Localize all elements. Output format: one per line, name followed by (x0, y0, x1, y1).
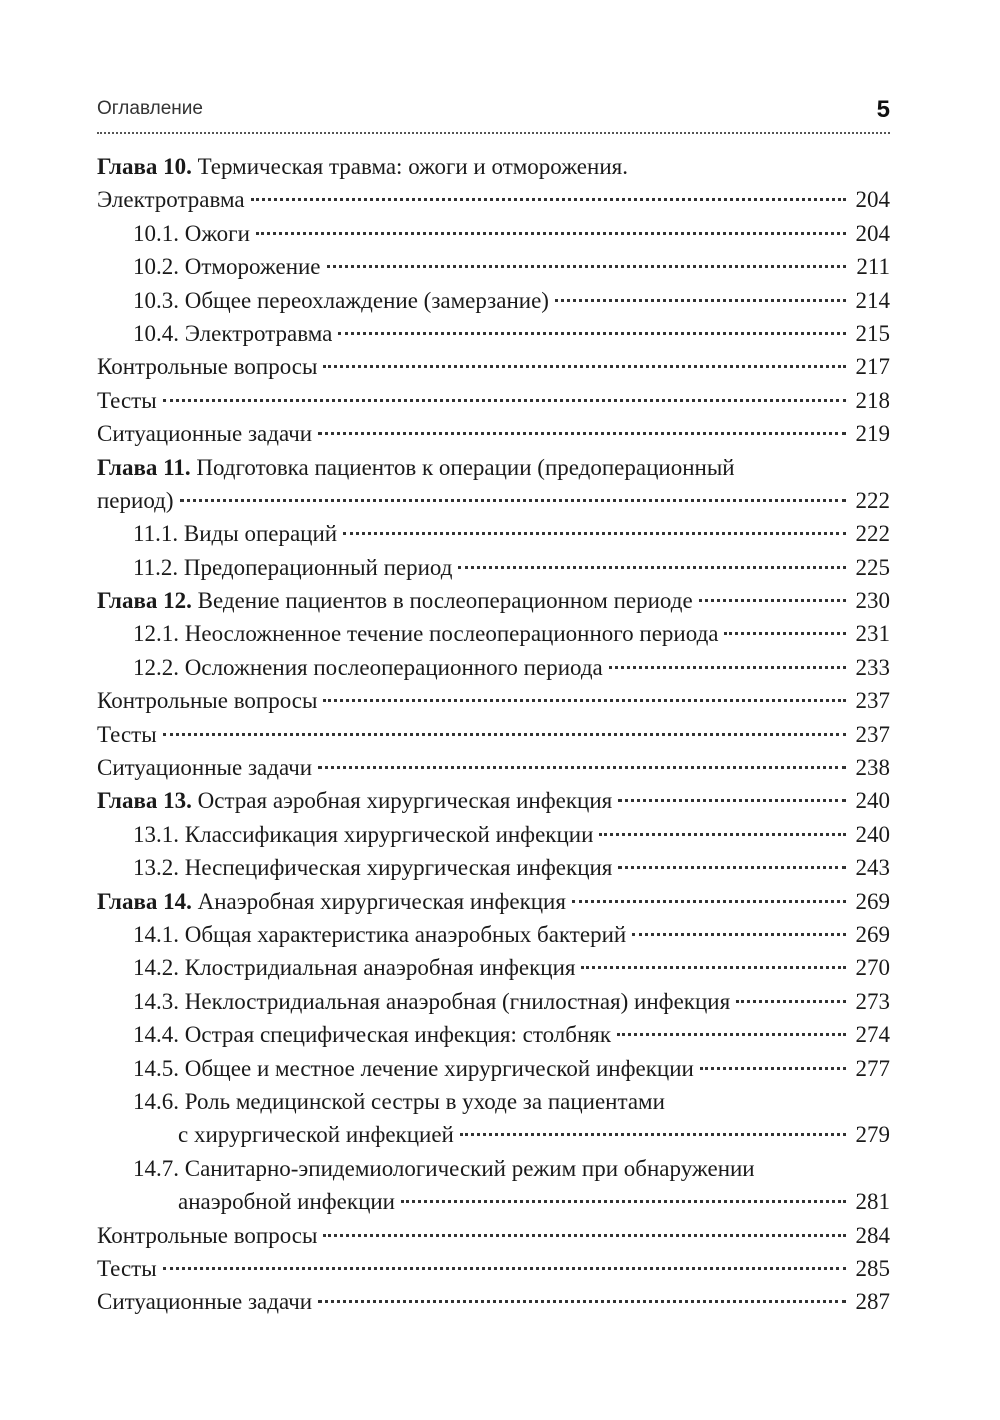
toc-page-number: 277 (855, 1055, 890, 1081)
page-number: 5 (876, 96, 890, 123)
dot-leader (618, 866, 846, 869)
toc-chapter-heading (97, 451, 890, 484)
toc-page-number: 243 (855, 855, 890, 881)
toc-entry-title: 13.1. Классификация хирургической инфекции (133, 821, 594, 847)
toc-page-number: 269 (855, 888, 890, 914)
toc-page-number: 204 (855, 187, 890, 213)
dot-leader (256, 232, 846, 235)
toc-entry (97, 751, 890, 784)
toc-page-number: 222 (855, 521, 890, 547)
toc-page-number: 240 (855, 788, 890, 814)
dot-leader (460, 1133, 846, 1136)
dot-leader (180, 499, 846, 502)
dot-leader (318, 766, 846, 769)
toc-page-number: 219 (855, 421, 890, 447)
toc-page-number: 270 (855, 955, 890, 981)
toc-entry-title: Контрольные вопросы (97, 1222, 318, 1248)
chapter-label: Глава 10. (97, 154, 192, 179)
toc-entry (97, 951, 890, 984)
toc-entry-title: Ситуационные задачи (97, 755, 313, 781)
toc-entry-title: Тесты (97, 721, 157, 747)
dot-leader (699, 599, 846, 602)
toc-entry (97, 517, 890, 550)
toc-page-number: 285 (855, 1255, 890, 1281)
toc-page-number: 238 (855, 755, 890, 781)
toc-entry (97, 417, 890, 450)
toc-entry (97, 551, 890, 584)
toc-page-number: 217 (855, 354, 890, 380)
toc-entry (97, 1085, 890, 1118)
dot-leader (338, 332, 846, 335)
dot-leader (323, 699, 846, 702)
toc-entry-title: 12.1. Неосложненное течение послеоперационного периода (133, 621, 719, 647)
toc-entry-title: 14.6. Роль медицинской сестры в уходе за пациентами (133, 1088, 665, 1114)
running-header (97, 96, 890, 134)
toc-entry (97, 217, 890, 250)
dot-leader (618, 799, 846, 802)
toc-entry-title: Термическая травма: ожоги и отморожения. (197, 154, 628, 179)
toc-entry-title: Подготовка пациентов к операции (предоперационный (196, 454, 735, 480)
toc-chapter-heading (97, 885, 890, 918)
toc-entry-title: 13.2. Неспецифическая хирургическая инфекция (133, 855, 613, 881)
toc-entry (97, 818, 890, 851)
toc-page-number: 237 (855, 721, 890, 747)
toc-entry (97, 1118, 890, 1151)
dot-leader (163, 399, 846, 402)
toc-entry-title: 14.5. Общее и местное лечение хирургической инфекции (133, 1055, 694, 1081)
toc-chapter-heading (97, 150, 890, 183)
toc-entry (97, 350, 890, 383)
toc-page-number: 287 (855, 1289, 890, 1315)
toc-chapter-heading (97, 584, 890, 617)
toc-entry (97, 1052, 890, 1085)
toc-entry (97, 684, 890, 717)
toc-page-number: 233 (855, 654, 890, 680)
toc-page-number: 225 (855, 554, 890, 580)
toc-entry-title: Электротравма (97, 187, 245, 213)
toc-entry (97, 284, 890, 317)
dot-leader (555, 299, 846, 302)
toc-page-number: 273 (855, 988, 890, 1014)
toc-entry-title: Ситуационные задачи (97, 421, 313, 447)
dot-leader (163, 733, 846, 736)
toc-entry-title: 14.1. Общая характеристика анаэробных бактерий (133, 921, 627, 947)
toc-page-number: 274 (855, 1022, 890, 1048)
toc-entry-title: Тесты (97, 1255, 157, 1281)
dot-leader (163, 1267, 846, 1270)
toc-entry (97, 250, 890, 283)
toc-entry (97, 851, 890, 884)
dot-leader (343, 532, 846, 535)
toc-page-number: 279 (855, 1122, 890, 1148)
toc-page-number: 204 (855, 220, 890, 246)
chapter-label: Глава 11. (97, 454, 191, 480)
toc-entry (97, 484, 890, 517)
toc-entry-title: 14.3. Неклостридиальная анаэробная (гнилостная) инфекция (133, 988, 731, 1014)
dot-leader (724, 632, 846, 635)
dot-leader (700, 1067, 846, 1070)
dot-leader (572, 900, 846, 903)
toc-entry-title: Ведение пациентов в послеоперационном периоде (197, 588, 693, 614)
toc-entry (97, 1185, 890, 1218)
dot-leader (617, 1033, 846, 1036)
toc-page-number: 237 (855, 688, 890, 714)
toc-entry (97, 617, 890, 650)
dot-leader (736, 1000, 846, 1003)
table-of-contents (97, 150, 890, 1319)
toc-entry-title: Контрольные вопросы (97, 688, 318, 714)
toc-entry-title: 12.2. Осложнения послеоперационного периода (133, 654, 603, 680)
toc-entry (97, 918, 890, 951)
toc-page-number: 284 (855, 1222, 890, 1248)
toc-entry-title: 11.2. Предоперационный период (133, 554, 453, 580)
chapter-label: Глава 12. (97, 588, 192, 614)
toc-entry (97, 718, 890, 751)
toc-entry (97, 183, 890, 216)
toc-entry-title: Острая аэробная хирургическая инфекция (197, 788, 613, 814)
toc-chapter-heading (97, 784, 890, 817)
toc-page-number: 214 (855, 287, 890, 313)
dot-leader (609, 666, 846, 669)
toc-entry-title: 10.2. Отморожение (133, 254, 321, 280)
toc-page-number: 215 (855, 320, 890, 346)
toc-entry-title: 14.4. Острая специфическая инфекция: столбняк (133, 1022, 612, 1048)
toc-entry (97, 1152, 890, 1185)
toc-entry-title: Контрольные вопросы (97, 354, 318, 380)
dot-leader (632, 933, 846, 936)
dot-leader (323, 1234, 846, 1237)
chapter-label: Глава 14. (97, 888, 192, 914)
toc-page-number: 269 (855, 921, 890, 947)
toc-entry-title: 10.4. Электротравма (133, 320, 333, 346)
toc-page-number: 240 (855, 821, 890, 847)
toc-entry-title: Анаэробная хирургическая инфекция (197, 888, 566, 914)
toc-entry (97, 1219, 890, 1252)
dot-leader (458, 566, 846, 569)
toc-entry-title: Ситуационные задачи (97, 1289, 313, 1315)
toc-entry (97, 651, 890, 684)
toc-entry-title: период) (97, 487, 174, 513)
dot-leader (581, 966, 846, 969)
dot-leader (318, 432, 846, 435)
toc-page-number: 218 (855, 387, 890, 413)
toc-entry-title: 14.2. Клостридиальная анаэробная инфекция (133, 955, 576, 981)
toc-entry (97, 985, 890, 1018)
dot-leader (251, 198, 846, 201)
toc-entry-title: Тесты (97, 387, 157, 413)
running-header-title: Оглавление (97, 98, 203, 119)
toc-page-number: 230 (855, 588, 890, 614)
toc-page-number: 211 (856, 254, 890, 280)
dot-leader (401, 1200, 846, 1203)
toc-entry (97, 1018, 890, 1051)
toc-entry-title: 10.1. Ожоги (133, 220, 250, 246)
toc-entry-title: с хирургической инфекцией (178, 1122, 454, 1148)
chapter-label: Глава 13. (97, 788, 192, 814)
toc-page-number: 231 (855, 621, 890, 647)
toc-entry (97, 384, 890, 417)
toc-entry (97, 1252, 890, 1285)
toc-page-number: 281 (855, 1189, 890, 1215)
toc-entry-title: 10.3. Общее переохлаждение (замерзание) (133, 287, 549, 313)
dot-leader (323, 365, 846, 368)
toc-entry-title: анаэробной инфекции (178, 1189, 395, 1215)
toc-entry-title: 14.7. Санитарно-эпидемиологический режим при обнаружении (133, 1155, 755, 1181)
toc-entry (97, 1285, 890, 1318)
toc-page-number: 222 (855, 487, 890, 513)
dot-leader (599, 833, 846, 836)
dot-leader (318, 1300, 846, 1303)
toc-entry-title: 11.1. Виды операций (133, 521, 338, 547)
toc-entry (97, 317, 890, 350)
dot-leader (327, 265, 846, 268)
